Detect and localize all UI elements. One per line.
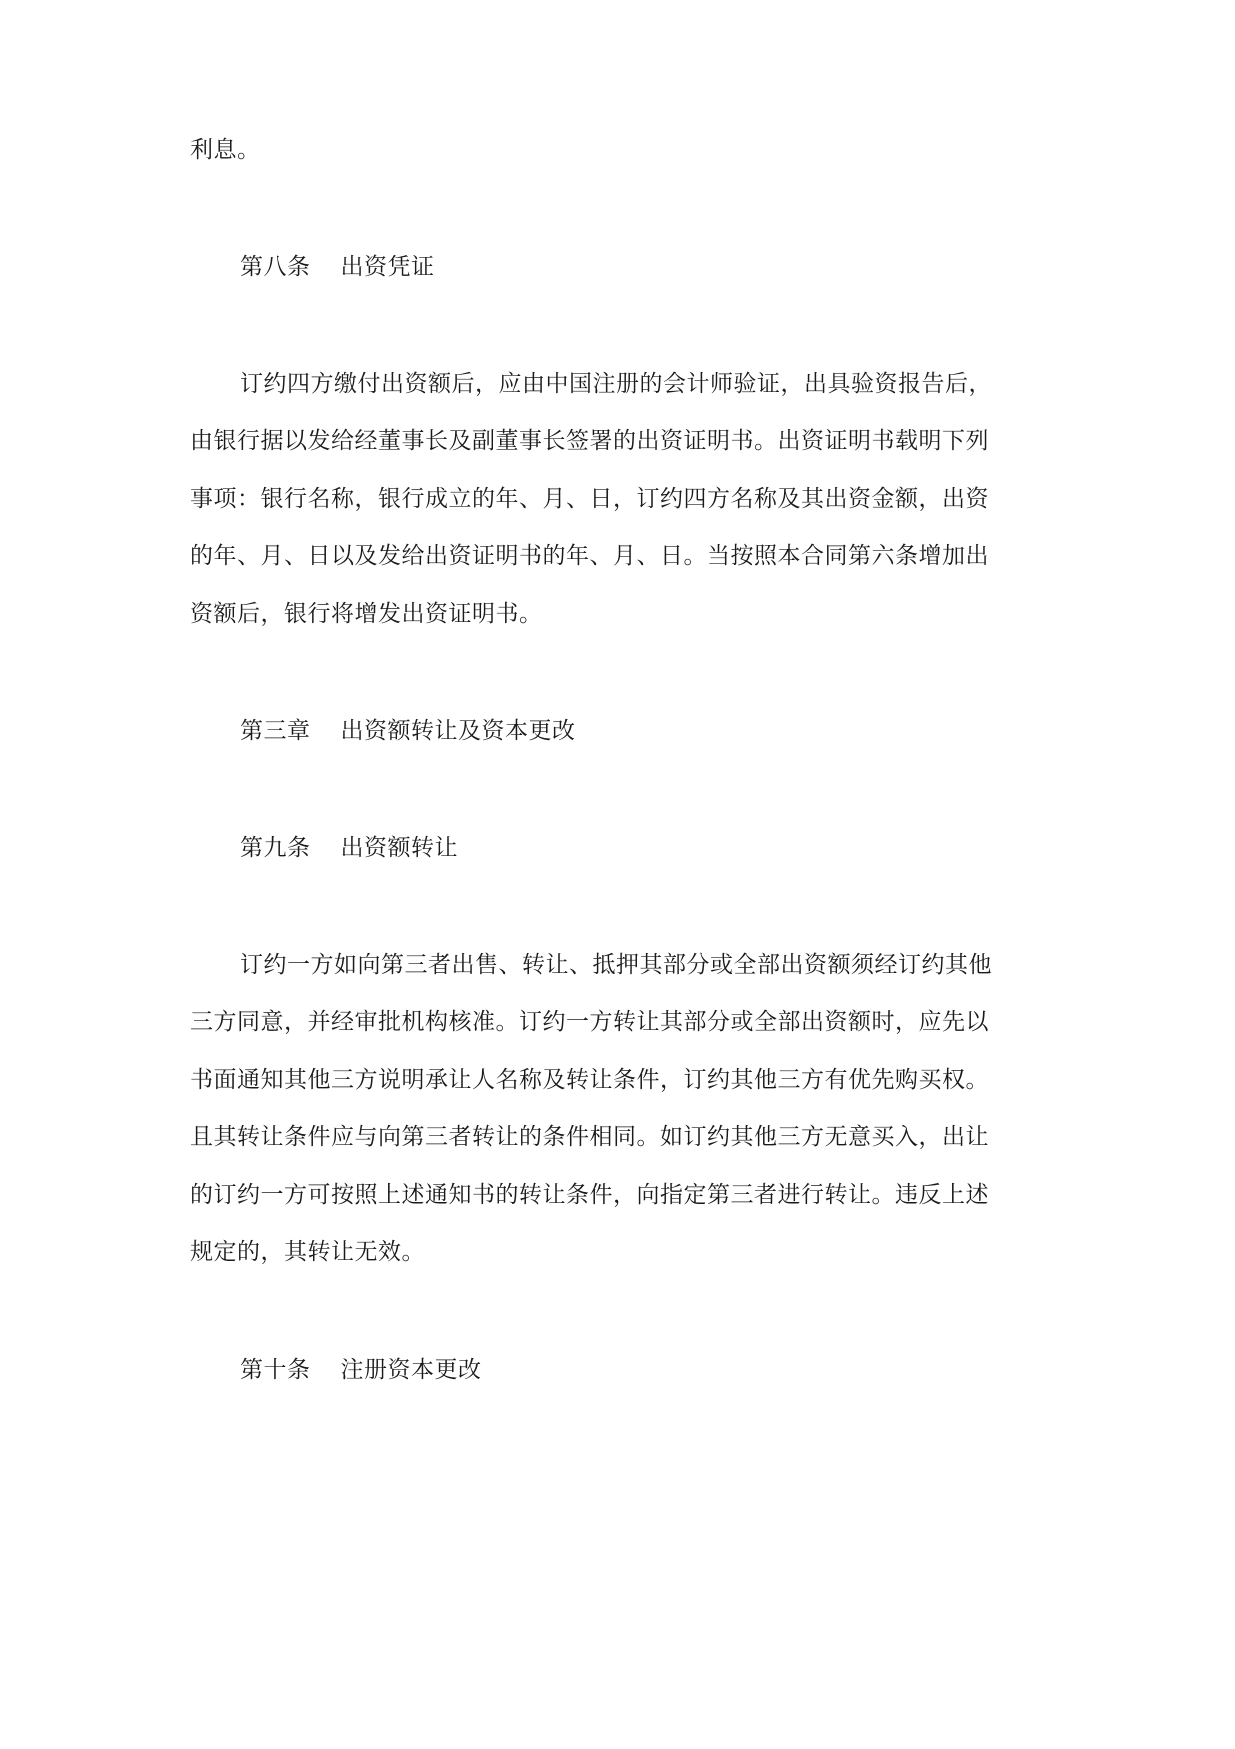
article-8-text-line: 订约四方缴付出资额后，应由中国注册的会计师验证，出具验资报告后， bbox=[240, 371, 992, 397]
article-9-text-line: 订约一方如向第三者出售、转让、抵押其部分或全部出资额须经订约其他 bbox=[240, 952, 992, 978]
chapter-3-title: 出资额转让及资本更改 bbox=[340, 718, 576, 744]
article-10-heading bbox=[240, 1355, 1110, 1385]
paragraph-fragment: 利息。 bbox=[190, 137, 261, 163]
article-8-number: 第八条 bbox=[240, 254, 311, 280]
article-8-heading bbox=[240, 252, 1110, 282]
article-9-text-line: 三方同意，并经审批机构核准。订约一方转让其部分或全部出资额时，应先以 bbox=[190, 1009, 989, 1035]
chapter-3-number: 第三章 bbox=[240, 718, 311, 744]
article-8-text-line: 资额后，银行将增发出资证明书。 bbox=[190, 601, 543, 627]
article-9-text-line: 的订约一方可按照上述通知书的转让条件，向指定第三者进行转让。违反上述 bbox=[190, 1182, 989, 1208]
chapter-3-heading bbox=[240, 716, 1110, 746]
article-10-number: 第十条 bbox=[240, 1357, 311, 1383]
article-8-text-line: 事项：银行名称，银行成立的年、月、日，订约四方名称及其出资金额，出资 bbox=[190, 486, 989, 512]
article-9-text-line: 书面通知其他三方说明承让人名称及转让条件，订约其他三方有优先购买权。 bbox=[190, 1067, 989, 1093]
article-8-title: 出资凭证 bbox=[340, 254, 435, 280]
article-9-title: 出资额转让 bbox=[340, 835, 458, 861]
article-8-text-line: 由银行据以发给经董事长及副董事长签署的出资证明书。出资证明书载明下列 bbox=[190, 428, 989, 454]
article-8-text-line: 的年、月、日以及发给出资证明书的年、月、日。当按照本合同第六条增加出 bbox=[190, 543, 989, 569]
article-9-number: 第九条 bbox=[240, 835, 311, 861]
article-9-heading bbox=[240, 833, 1110, 863]
article-9-text-line: 且其转让条件应与向第三者转让的条件相同。如订约其他三方无意买入，出让 bbox=[190, 1124, 989, 1150]
article-10-title: 注册资本更改 bbox=[340, 1357, 482, 1383]
article-9-text-line: 规定的，其转让无效。 bbox=[190, 1239, 425, 1265]
